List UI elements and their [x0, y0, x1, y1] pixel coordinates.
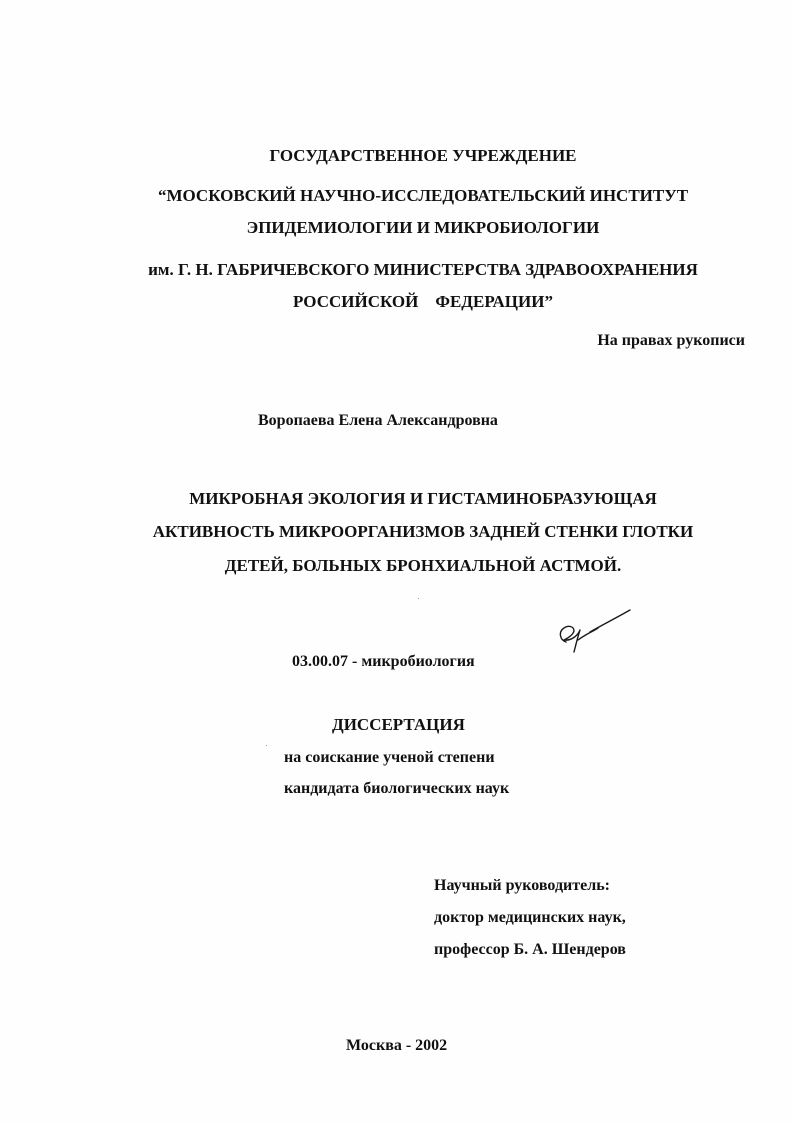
supervisor-degree: доктор медицинских наук,	[434, 909, 626, 926]
signature-mark	[552, 604, 636, 656]
institution-line-3: ЭПИДЕМИОЛОГИИ И МИКРОБИОЛОГИИ	[246, 218, 600, 237]
author-name: Воропаева Елена Александровна	[258, 412, 498, 429]
manuscript-note: На правах рукописи	[597, 332, 745, 349]
dissertation-degree-line-1: на соискание ученой степени	[284, 749, 495, 766]
supervisor-heading: Научный руководитель:	[434, 877, 610, 894]
institution-line-1: ГОСУДАРСТВЕННОЕ УЧРЕЖДЕНИЕ	[269, 146, 577, 165]
specialty-code: 03.00.07 - микробиология	[292, 653, 475, 670]
institution-line-2: “МОСКОВСКИЙ НАУЧНО-ИССЛЕДОВАТЕЛЬСКИЙ ИНСТИТУТ	[157, 186, 689, 205]
thesis-title-line-1: МИКРОБНАЯ ЭКОЛОГИЯ И ГИСТАМИНОБРАЗУЮЩАЯ	[189, 489, 657, 508]
dissertation-degree-line-2: кандидата биологических наук	[284, 780, 510, 797]
institution-line-5: РОССИЙСКОЙ ФЕДЕРАЦИИ”	[293, 292, 553, 311]
supervisor-name: профессор Б. А. Шендеров	[434, 941, 626, 958]
dissertation-label: ДИССЕРТАЦИЯ	[332, 715, 465, 734]
thesis-title-line-2: АКТИВНОСТЬ МИКРООРГАНИЗМОВ ЗАДНЕЙ СТЕНКИ ГЛОТКИ	[152, 522, 694, 541]
scan-speck	[266, 745, 267, 746]
place-and-year: Москва - 2002	[346, 1037, 448, 1054]
scan-speck	[418, 598, 419, 599]
institution-line-4: им. Г. Н. ГАБРИЧЕВСКОГО МИНИСТЕРСТВА ЗДРАВООХРАНЕНИЯ	[148, 260, 698, 279]
thesis-title-line-3: ДЕТЕЙ, БОЛЬНЫХ БРОНХИАЛЬНОЙ АСТМОЙ.	[224, 556, 622, 575]
